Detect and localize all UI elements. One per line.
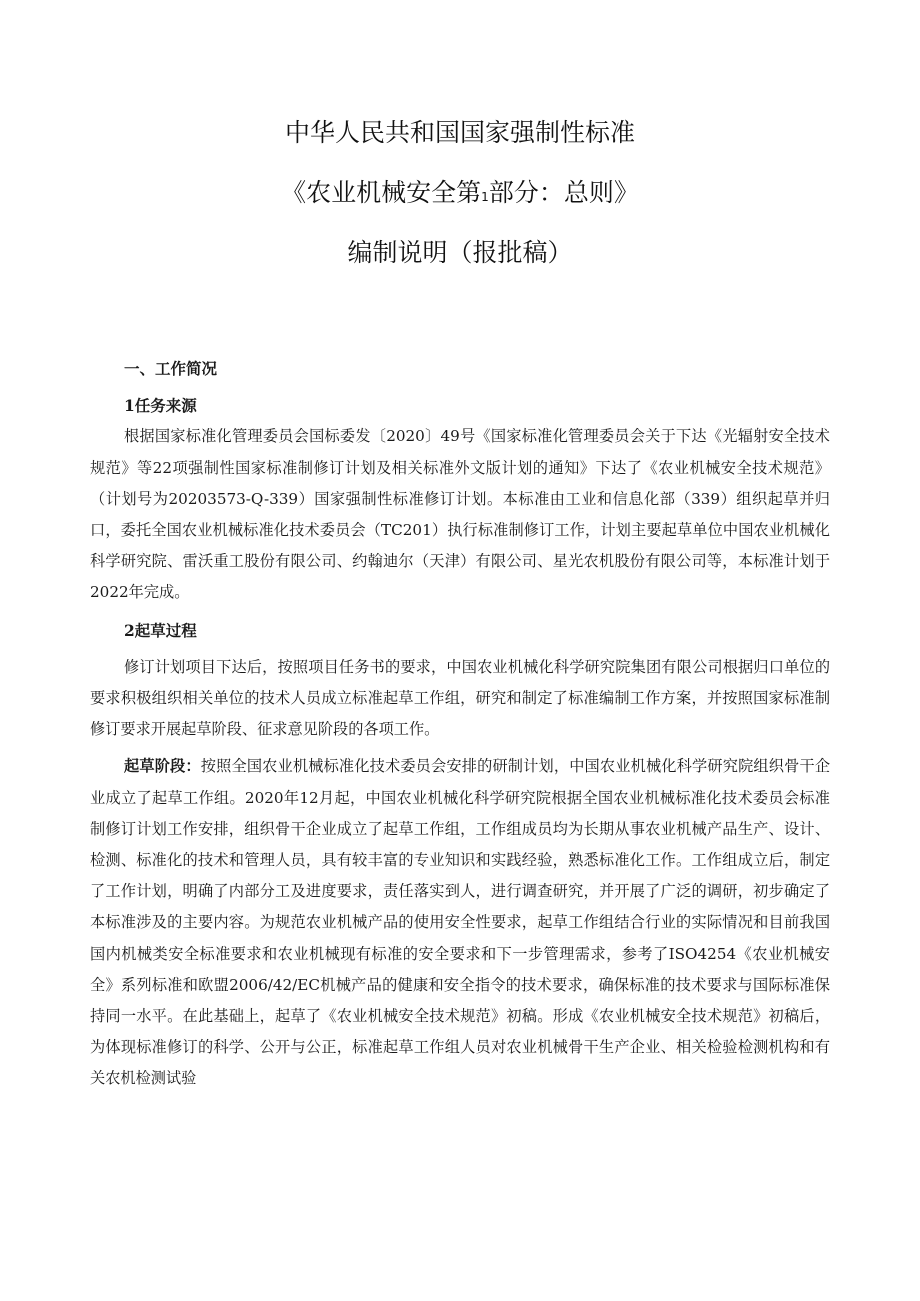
title-line-2-pre: 《农业机械安全第 <box>281 178 482 207</box>
title-line-1 <box>0 118 920 148</box>
title-line-3 <box>0 238 920 268</box>
document-title <box>0 118 920 298</box>
title-line-3-text: 编制说明（报批稿） <box>347 238 573 267</box>
document-body <box>90 353 830 1095</box>
title-line-2-part-number: 1 <box>481 190 489 204</box>
title-line-2-post: 部分：总则》 <box>488 178 639 207</box>
drafting-stage-text: 按照全国农业机械标准化技术委员会安排的研制计划，中国农业机械化科学研究院组织骨干企业成立了起草工作组。2020年12月起，中国农业机械化科学研究院根据全国农业机械标准化技术委员会标准制修订计划工作安排，组织骨干企业成立了起草工作组，工作组成员均为长期从事农业机械产品生产、设计、检测、标准化的技术和管理人员，具有较丰富的专业知识和实践经验，熟悉标准化工作。工作组成立后，制定了工作计划，明确了内部分工及进度要求，责任落实到人，进行调查研究，并开展了广泛的调研，初步确定了本标准涉及的主要内容。为规范农业机械产品的使用安全性要求，起草工作组结合行业的实际情况和目前我国国内机械类安全标准要求和农业机械现有标准的安全要求和下一步管理需求，参考了ISO4254《农业机械安全》系列标准和欧盟2006/42/EC机械产品的健康和安全指令的技术要求，确保标准的技术要求与国际标准保持同一水平。在此基础上，起草了《农业机械安全技术规范》初稿。形成《农业机械安全技术规范》初稿后，为体现标准修订的科学、公开与公正，标准起草工作组人员对农业机械骨干生产企业、相关检验检测机构和有关农机检测试验 <box>90 757 831 1088</box>
paragraph-task-source: 根据国家标准化管理委员会国标委发〔2020〕49号《国家标准化管理委员会关于下达《光辐射安全技术规范》等22项强制性国家标准制修订计划及相关标准外文版计划的通知》下达了《农业机械安全技术规范》（计划号为20203573-Q-339）国家强制性标准修订计划。本标准由工业和信息化部（339）组织起草并归口，委托全国农业机械标准化技术委员会（TC201）执行标准制修订工作，计划主要起草单位中国农业机械化科学研究院、雷沃重工股份有限公司、约翰迪尔（天津）有限公司、星光农机股份有限公司等，本标准计划于2022年完成。 <box>90 427 830 602</box>
title-line-1-text: 中华人民共和国国家强制性标准 <box>284 118 635 147</box>
subsection-heading-task-source: 1任务来源 <box>124 396 197 416</box>
paragraph-drafting-stage <box>90 751 830 1094</box>
drafting-stage-label: 起草阶段： <box>124 757 201 776</box>
subsection-heading-drafting-process: 2起草过程 <box>124 620 197 640</box>
section-heading-work-overview: 一、工作简况 <box>124 359 218 378</box>
paragraph-drafting-process: 修订计划项目下达后，按照项目任务书的要求，中国农业机械化科学研究院集团有限公司根据归口单位的要求积极组织相关单位的技术人员成立标准起草工作组，研究和制定了标准编制工作方案，并按照国家标准制修订要求开展起草阶段、征求意见阶段的各项工作。 <box>90 657 830 739</box>
title-line-2 <box>0 178 920 208</box>
